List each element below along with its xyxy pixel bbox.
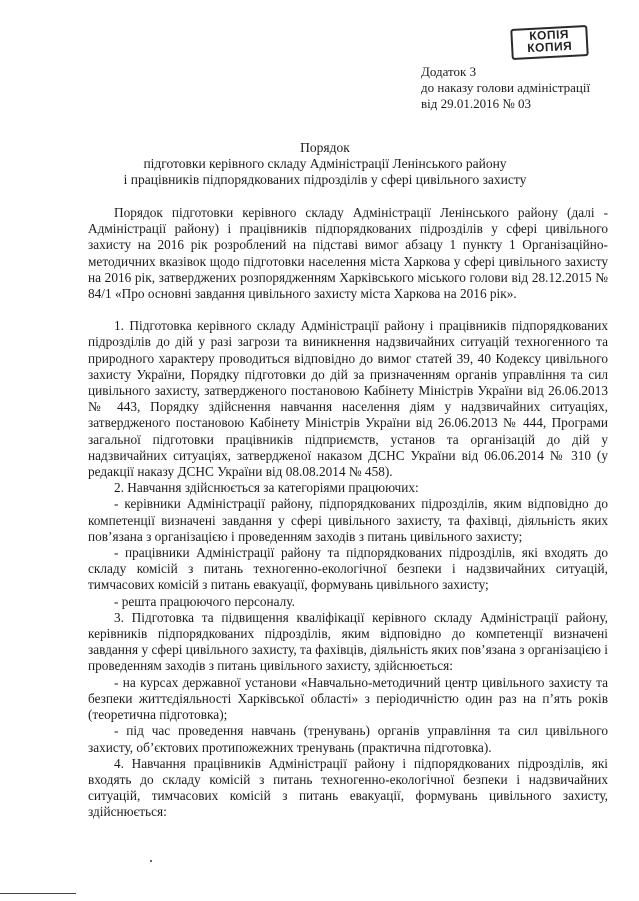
list-item-other-staff: - решта працюючого персоналу. — [114, 593, 295, 609]
title-line-3: і працівників підпорядкованих підрозділів у сфері цивільного захисту — [123, 172, 527, 187]
paragraph-2: 2. Навчання здійснюється за категоріями працюючих: — [114, 480, 419, 496]
scan-speck — [150, 860, 152, 862]
list-item-managers: - керівники Адміністрації району, підпорядкованих підрозділів, яким відповідно до компетенції визначені завдання у сфері цивільного захисту, та фахівці, діяльність яких пов’язана з організацією і проведенням заходів з питань цивільного захисту; — [88, 496, 608, 544]
document-title — [60, 140, 590, 188]
footer-rule — [0, 893, 76, 894]
addendum-header — [421, 64, 590, 112]
addendum-date: від 29.01.2016 № 03 — [421, 96, 532, 111]
list-item-commission-members: - працівники Адміністрації району та підпорядкованих підрозділів, які входять до складу комісій з питань техногенно-екологічної безпеки і надзвичайних ситуацій, тимчасових комісій з питань евакуації, формувань цивільного захисту; — [88, 545, 608, 593]
copy-stamp — [510, 25, 589, 60]
title-line-1: Порядок — [300, 140, 350, 155]
title-line-2: підготовки керівного складу Адміністрації Ленінського району — [143, 156, 507, 171]
addendum-order: до наказу голови адміністрації — [421, 80, 591, 95]
paragraph-3: 3. Підготовка та підвищення кваліфікації керівного складу Адміністрації району, керівників підпорядкованих підрозділів, яким відповідно до компетенції визначені завдання у сфері цивільного захисту, та фахівців, діяльність яких пов’язана з організацією і проведенням заходів з питань цивільного захисту, здійснюється: — [88, 609, 608, 674]
paragraph-1: 1. Підготовка керівного складу Адміністрації району і працівників підпорядкованих підрозділів до дій у разі загрози та виникнення надзвичайних ситуацій техногенного та природного характеру проводиться відповідно до вимог статей 39, 40 Кодексу цивільного захисту України, Порядку підготовки до дій за призначенням органів управління та сил цивільного захисту, затвердженого постановою Кабінету Міністрів України від 26.06.2013 № 443, Порядку здійснення навчання населення діям у надзвичайних ситуаціях, затвердженого постановою Кабінету Міністрів України від 26.06.2013 № 444, Програми загальної підготовки працівників підприємств, установ та організацій до дій у надзвичайних ситуаціях, затвердженої наказом ДСНС України від 06.06.2014 № 310 (у редакції наказу ДСНС України від 08.08.2014 № 458). — [88, 318, 608, 480]
stamp-line-2: КОПИЯ — [526, 38, 573, 56]
list-item-exercises: - під час проведення навчань (тренувань) органів управління та сил цивільного захисту, об’єктових протипожежних тренувань (практична підготовка). — [88, 723, 608, 755]
paragraph-intro: Порядок підготовки керівного складу Адміністрації Ленінського району (далі - Адміністрації району) і працівників підпорядкованих підрозділів у сфері цивільного захисту на 2016 рік розроблений на підставі вимог абзацу 1 пункту 1 Організаційно-методичних вказівок щодо підготовки населення міста Харкова у сфері цивільного захисту на 2016 рік, затверджених розпорядженням Харківського міського голови від 28.12.2015 № 84/1 «Про основні завдання цивільного захисту міста Харкова на 2016 рік». — [88, 205, 608, 302]
stamp-line-1: КОПІЯ — [528, 26, 570, 44]
paragraph-4: 4. Навчання працівників Адміністрації району і підпорядкованих підрозділів, які входять до складу комісій з питань техногенно-екологічної безпеки і надзвичайних ситуацій, тимчасових комісій з питань евакуації, формувань цивільного захисту, здійснюється: — [88, 755, 608, 820]
list-item-courses: - на курсах державної установи «Навчально-методичний центр цивільного захисту та безпеки життєдіяльності Харківської області» з періодичністю один раз на п’ять років (теоретична підготовка); — [88, 674, 608, 723]
addendum-number: Додаток 3 — [421, 64, 477, 79]
document-body — [88, 205, 608, 821]
